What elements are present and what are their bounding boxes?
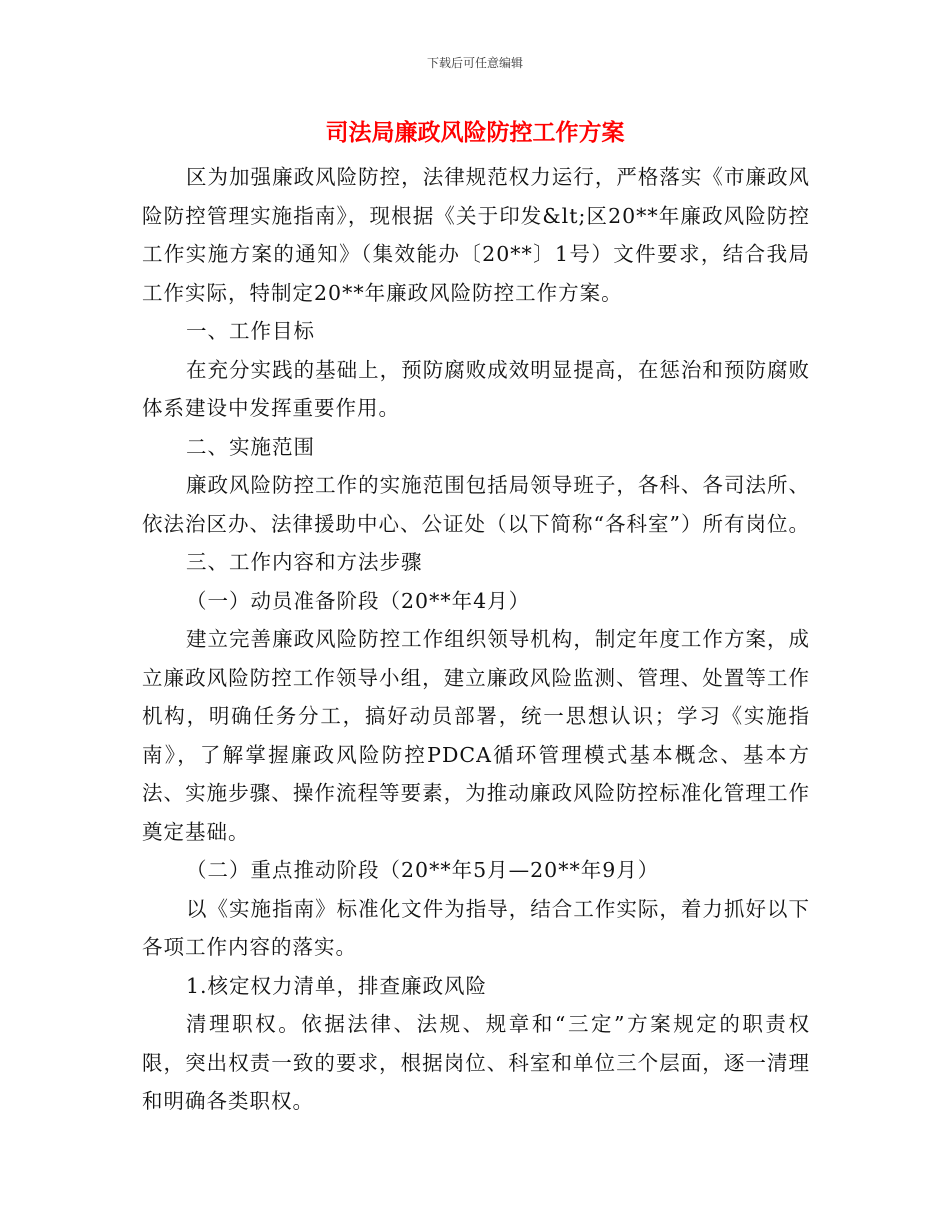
subsection-heading: （一）动员准备阶段（20**年4月） bbox=[186, 588, 531, 613]
item-heading: 1.核定权力清单，排查廉政风险 bbox=[186, 973, 488, 998]
section-heading: 三、工作内容和方法步骤 bbox=[186, 550, 423, 574]
paragraph: 清理职权。依据法律、法规、规章和“三定”方案规定的职责权限，突出权责一致的要求，根据岗位、科室和单位三个层面，逐一清理和明确各类职权。 bbox=[142, 1012, 810, 1113]
paragraph: 建立完善廉政风险防控工作组织领导机构，制定年度工作方案，成立廉政风险防控工作领导小组，建立廉政风险监测、管理、处置等工作机构，明确任务分工，搞好动员部署，统一思想认识；学习《实施指南》，了解掌握廉政风险防控PDCA循环管理模式基本概念、基本方法、实施步骤、操作流程等要素，为推动廉政风险防控标准化管理工作奠定基础。 bbox=[142, 627, 810, 844]
header-note: 下载后可任意编辑 bbox=[426, 56, 523, 70]
paragraph: 在充分实践的基础上，预防腐败成效明显提高，在惩治和预防腐败体系建设中发挥重要作用。 bbox=[142, 357, 810, 420]
document-title: 司法局廉政风险防控工作方案 bbox=[325, 120, 625, 146]
paragraph: 廉政风险防控工作的实施范围包括局领导班子，各科、各司法所、依法治区办、法律援助中心、公证处（以下简称“各科室”）所有岗位。 bbox=[142, 473, 810, 536]
document-body bbox=[142, 158, 810, 1121]
paragraph: 以《实施指南》标准化文件为指导，结合工作实际，着力抓好以下各项工作内容的落实。 bbox=[142, 896, 810, 959]
subsection-heading: （二）重点推动阶段（20**年5月—20**年9月） bbox=[186, 858, 660, 882]
paragraph: 区为加强廉政风险防控，法律规范权力运行，严格落实《市廉政风险防控管理实施指南》，现根据《关于印发&lt;区20**年廉政风险防控工作实施方案的通知》（集效能办〔20**〕1号）文件要求，结合我局工作实际，特制定20**年廉政风险防控工作方案。 bbox=[142, 165, 810, 305]
section-heading: 二、实施范围 bbox=[186, 434, 315, 459]
section-heading: 一、工作目标 bbox=[186, 319, 315, 343]
